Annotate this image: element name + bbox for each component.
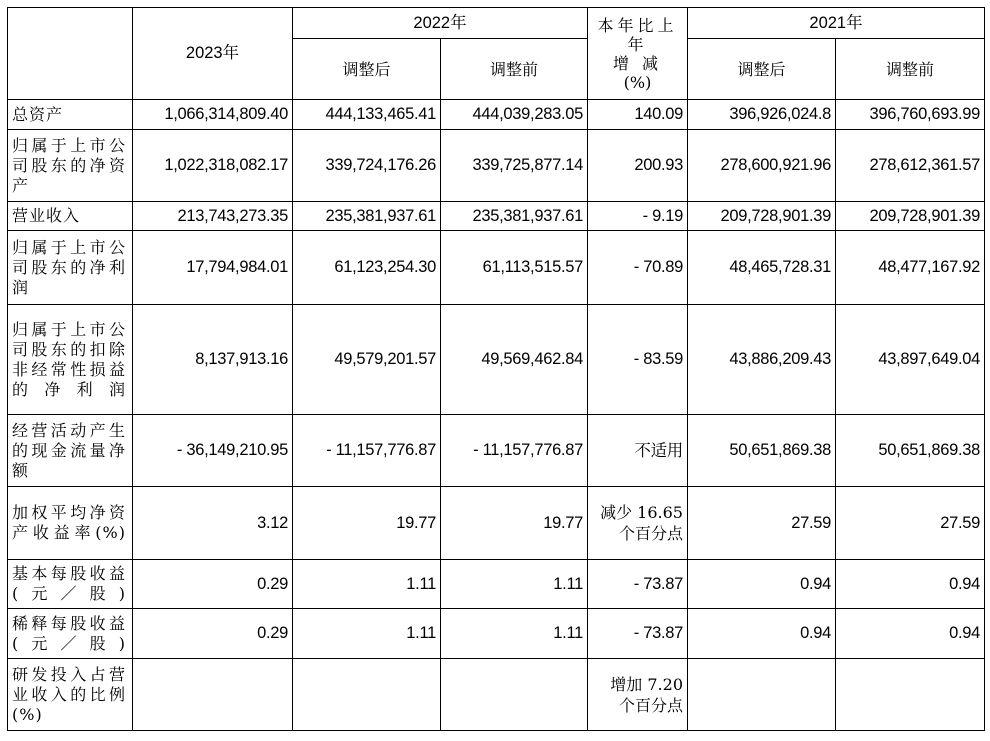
row-label: 总资产 — [8, 100, 133, 130]
cell-2021-before: 278,612,361.57 — [836, 130, 985, 202]
row-label: 归属于上市公司股东的扣除非经常性损益的净利润 — [8, 305, 133, 415]
cell-2022-before: 339,725,877.14 — [441, 130, 588, 202]
table-row — [8, 231, 985, 305]
table-row — [8, 609, 985, 659]
cell-2021-before — [836, 659, 985, 731]
cell-2021-before: 50,651,869.38 — [836, 415, 985, 487]
cell-2021-before: 48,477,167.92 — [836, 231, 985, 305]
row-label: 稀释每股收益(元／股) — [8, 609, 133, 659]
cell-2021-after: 43,886,209.43 — [688, 305, 836, 415]
cell-2021-after: 0.94 — [688, 609, 836, 659]
cell-2022-before: 1.11 — [441, 609, 588, 659]
header-2021-adjusted-after: 调整后 — [688, 39, 836, 100]
cell-change: - 73.87 — [588, 609, 688, 659]
row-label: 基本每股收益(元／股) — [8, 560, 133, 609]
cell-2021-after: 48,465,728.31 — [688, 231, 836, 305]
cell-2023: - 36,149,210.95 — [133, 415, 293, 487]
header-year-2021: 2021年 — [688, 8, 985, 39]
cell-2022-after: 1.11 — [293, 609, 441, 659]
cell-2022-after — [293, 659, 441, 731]
header-year-2023: 2023年 — [133, 8, 293, 100]
table-row — [8, 487, 985, 560]
cell-2022-after: 19.77 — [293, 487, 441, 560]
cell-2021-before: 209,728,901.39 — [836, 202, 985, 231]
header-2022-adjusted-after: 调整后 — [293, 39, 441, 100]
cell-2022-before: 61,113,515.57 — [441, 231, 588, 305]
cell-2023 — [133, 659, 293, 731]
cell-2022-after: 339,724,176.26 — [293, 130, 441, 202]
row-label: 经营活动产生的现金流量净额 — [8, 415, 133, 487]
table-row — [8, 659, 985, 731]
table-row — [8, 415, 985, 487]
row-label: 归属于上市公司股东的净利润 — [8, 231, 133, 305]
cell-change: - 9.19 — [588, 202, 688, 231]
cell-2022-before: 444,039,283.05 — [441, 100, 588, 130]
header-2022-adjusted-before: 调整前 — [441, 39, 588, 100]
cell-2022-before: 235,381,937.61 — [441, 202, 588, 231]
header-change-line4: (%) — [623, 72, 652, 92]
cell-2021-after: 50,651,869.38 — [688, 415, 836, 487]
cell-2021-before: 43,897,649.04 — [836, 305, 985, 415]
table-row — [8, 130, 985, 202]
row-label: 加权平均净资产收益率(%) — [8, 487, 133, 560]
cell-change: - 73.87 — [588, 560, 688, 609]
cell-2023: 17,794,984.01 — [133, 231, 293, 305]
cell-2021-after — [688, 659, 836, 731]
cell-change: 不适用 — [588, 415, 688, 487]
financial-summary-table — [7, 7, 985, 731]
cell-2022-before: - 11,157,776.87 — [441, 415, 588, 487]
cell-2023: 0.29 — [133, 609, 293, 659]
cell-2022-after: 1.11 — [293, 560, 441, 609]
cell-2021-after: 27.59 — [688, 487, 836, 560]
cell-2022-after: 49,579,201.57 — [293, 305, 441, 415]
cell-2022-before: 1.11 — [441, 560, 588, 609]
cell-2022-before — [441, 659, 588, 731]
cell-2023: 3.12 — [133, 487, 293, 560]
cell-2023: 8,137,913.16 — [133, 305, 293, 415]
row-label: 研发投入占营业收入的比例(%) — [8, 659, 133, 731]
cell-2021-after: 209,728,901.39 — [688, 202, 836, 231]
cell-2021-before: 0.94 — [836, 609, 985, 659]
cell-change: 减少 16.65 个百分点 — [588, 487, 688, 560]
cell-2022-after: 235,381,937.61 — [293, 202, 441, 231]
header-change — [588, 8, 688, 100]
cell-2022-before: 49,569,462.84 — [441, 305, 588, 415]
cell-2023: 1,022,318,082.17 — [133, 130, 293, 202]
header-year-2022: 2022年 — [293, 8, 588, 39]
cell-2023: 0.29 — [133, 560, 293, 609]
row-label: 归属于上市公司股东的净资产 — [8, 130, 133, 202]
cell-2023: 1,066,314,809.40 — [133, 100, 293, 130]
cell-change: 增加 7.20 个百分点 — [588, 659, 688, 731]
corner-cell — [8, 8, 133, 100]
cell-change: - 83.59 — [588, 305, 688, 415]
cell-2021-before: 27.59 — [836, 487, 985, 560]
header-2021-adjusted-before: 调整前 — [836, 39, 985, 100]
cell-2021-after: 0.94 — [688, 560, 836, 609]
table-row — [8, 202, 985, 231]
table-row — [8, 305, 985, 415]
cell-2021-before: 396,760,693.99 — [836, 100, 985, 130]
cell-2023: 213,743,273.35 — [133, 202, 293, 231]
cell-change: 140.09 — [588, 100, 688, 130]
header-change-line2: 年 — [627, 34, 648, 54]
cell-2022-after: 61,123,254.30 — [293, 231, 441, 305]
cell-2021-after: 396,926,024.8 — [688, 100, 836, 130]
header-change-line1: 本年比上 — [597, 15, 678, 35]
table-row — [8, 100, 985, 130]
cell-change: 200.93 — [588, 130, 688, 202]
cell-2021-before: 0.94 — [836, 560, 985, 609]
cell-2022-before: 19.77 — [441, 487, 588, 560]
cell-2022-after: 444,133,465.41 — [293, 100, 441, 130]
row-label: 营业收入 — [8, 202, 133, 231]
table-row — [8, 560, 985, 609]
cell-2022-after: - 11,157,776.87 — [293, 415, 441, 487]
cell-change: - 70.89 — [588, 231, 688, 305]
cell-2021-after: 278,600,921.96 — [688, 130, 836, 202]
header-change-line3: 增 减 — [612, 53, 663, 73]
